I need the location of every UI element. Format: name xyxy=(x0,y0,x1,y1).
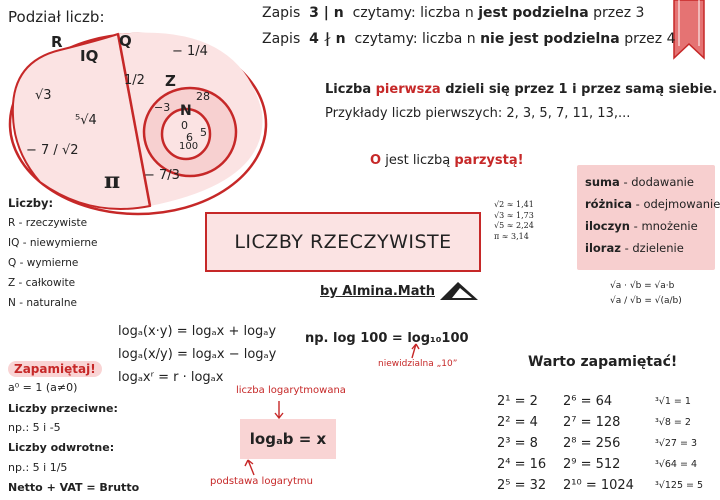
arrow-up-left-icon xyxy=(240,457,260,477)
arrow-down-icon xyxy=(272,399,286,421)
legend-item: R - rzeczywiste xyxy=(8,217,88,229)
set-label-iq: IQ xyxy=(80,47,99,65)
natural-4: 100 xyxy=(179,141,199,152)
log-def-top: liczba logarytmowana xyxy=(236,385,346,396)
set-label-r: R xyxy=(51,33,63,51)
byline: by Almina.Math xyxy=(320,284,435,299)
rational-1: 1/2 xyxy=(124,73,145,88)
irrational-pi: π xyxy=(104,168,121,194)
natural-3: 6 xyxy=(186,131,193,144)
log-def-bottom: podstawa logarytmu xyxy=(210,476,313,487)
integer-2: 28 xyxy=(196,90,210,103)
set-square-logo-icon xyxy=(438,280,482,302)
approx-values: √2 ≈ 1,41 √3 ≈ 1,73 √5 ≈ 2,24 π ≈ 3,14 xyxy=(494,200,534,241)
log-definition-box xyxy=(240,419,336,459)
ribbon-bookmark-icon xyxy=(672,0,706,62)
operation-row: suma - dodawanie xyxy=(585,175,694,189)
natural-1: 0 xyxy=(181,119,188,132)
roots-rule-2: √a / √b = √(a/b) xyxy=(610,296,682,306)
log-rule: logₐxʳ = r · logₐx xyxy=(118,370,224,385)
log-example: np. log 100 = log₁₀100 xyxy=(305,331,469,346)
irrational-2: ⁵√4 xyxy=(75,113,97,128)
powers-col-1: 2¹ = 2 2² = 4 2³ = 8 2⁴ = 16 2⁵ = 32 xyxy=(497,394,547,493)
title-box xyxy=(205,212,481,272)
set-label-n: N xyxy=(180,103,192,119)
page-title: LICZBY RZECZYWISTE xyxy=(234,231,452,253)
set-label-z: Z xyxy=(165,72,176,90)
legend-title: Liczby: xyxy=(8,196,54,210)
vat-rule: Netto + VAT = Brutto xyxy=(8,481,140,494)
set-label-q: Q xyxy=(119,32,132,50)
powers-col-2: 2⁶ = 64 2⁷ = 128 2⁸ = 256 2⁹ = 512 2¹⁰ = 1024 xyxy=(563,394,634,493)
zero-even-note: O jest liczbą parzystą! xyxy=(370,153,524,168)
operation-row: iloczyn - mnożenie xyxy=(585,219,698,233)
legend-item: Q - wymierne xyxy=(8,257,79,269)
integer-1: −3 xyxy=(154,101,171,114)
natural-2: 5 xyxy=(200,126,207,139)
legend-item: IQ - niewymierne xyxy=(8,237,98,249)
roots-rule: √a · √b = √a·b xyxy=(610,281,675,291)
opposite-example: np.: 5 i -5 xyxy=(8,421,61,434)
irrational-1: √3 xyxy=(35,88,52,103)
remember-right-title: Warto zapamiętać! xyxy=(528,354,678,370)
log-rules xyxy=(118,320,276,389)
log-example-note: niewidzialna „10” xyxy=(378,359,458,369)
rational-2: − 1/4 xyxy=(172,44,208,59)
log-rule: logₐ(x·y) = logₐx + logₐy xyxy=(118,324,277,339)
prime-examples: Przykłady liczb pierwszych: 2, 3, 5, 7, 11, 13,... xyxy=(325,106,631,121)
operations-box xyxy=(577,165,720,270)
log-definition: logₐb = x xyxy=(249,430,327,448)
operation-row: różnica - odejmowanie xyxy=(585,197,720,211)
irrational-3: − 7 / √2 xyxy=(26,143,79,158)
rational-3: − 7/3 xyxy=(144,168,180,183)
log-rule: logₐ(x/y) = logₐx − logₐy xyxy=(118,347,277,362)
arrow-up-icon xyxy=(408,340,422,360)
a-zero-rule: a⁰ = 1 (a≠0) xyxy=(8,381,78,394)
legend-item: N - naturalne xyxy=(8,297,77,309)
cube-roots-col: ³√1 = 1 ³√8 = 2 ³√27 = 3 ³√64 = 4 ³√125 = 5 xyxy=(655,396,704,491)
reciprocal-title: Liczby odwrotne: xyxy=(8,441,115,454)
diagram-heading: Podział liczb: xyxy=(8,8,105,26)
prime-definition: Liczba pierwsza dzieli się przez 1 i przez samą siebie. xyxy=(325,82,718,97)
notation-line-2: Zapis 4 ∤ n czytamy: liczba n nie jest podzielna przez 4 xyxy=(262,31,676,47)
legend xyxy=(8,196,98,313)
notation-line-1: Zapis 3 | n czytamy: liczba n jest podzielna przez 3 xyxy=(262,5,645,21)
legend-item: Z - całkowite xyxy=(8,277,76,289)
remember-badge: Zapamiętaj! xyxy=(8,361,102,377)
reciprocal-example: np.: 5 i 1/5 xyxy=(8,461,68,474)
operation-row: iloraz - dzielenie xyxy=(585,241,684,255)
opposite-title: Liczby przeciwne: xyxy=(8,402,118,415)
number-sets-diagram xyxy=(0,22,275,222)
